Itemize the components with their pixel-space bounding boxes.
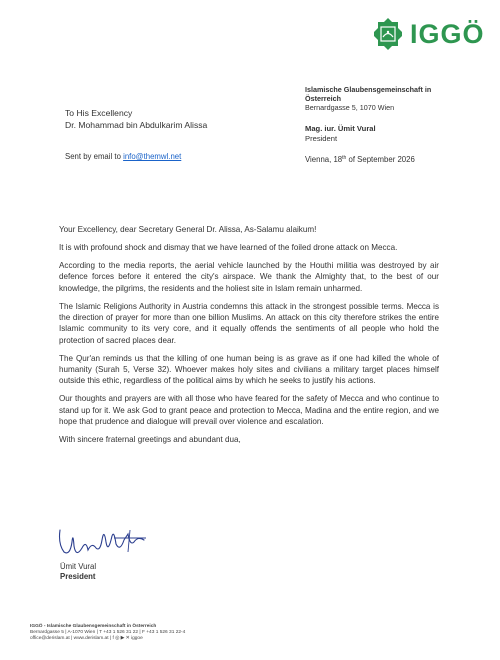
letter-body [59, 224, 439, 452]
logo-text: IGGÖ [410, 19, 485, 49]
closing-signature-block [60, 562, 96, 582]
date-prefix: Vienna, 18 [305, 155, 343, 164]
signer-role: President [305, 134, 338, 143]
sender-signer [305, 124, 376, 144]
handwritten-signature [56, 522, 156, 562]
sender-org-name-line2: Österreich [305, 94, 341, 103]
sender-organization [305, 85, 455, 112]
recipient-line1: To His Excellency [65, 108, 133, 118]
body-paragraph: The Islamic Religions Authority in Austria condemns this attack in the strongest possible terms. Mecca is the direction of prayer for more than one billion Muslims. An attack on this city therefore strikes the entire Islamic community to its very core, and it equally offends the sentiments of all people who hold the protection of sacred places dear. [59, 301, 439, 345]
footer-contact: office@derislam.at | www.derislam.at | f ◎ ▶ ✕ iggoe [30, 636, 143, 642]
sent-by-prefix: Sent by email to [65, 152, 121, 161]
body-paragraph: The Qur'an reminds us that the killing of one human being is as grave as if one had killed the whole of humanity (Surah 5, Verse 32). Whoever makes holy sites and civilians a military target places himself outside this ethic, regardless of the political aims by which he seeks to justify his actions. [59, 353, 439, 386]
date-ordinal: th [342, 155, 347, 161]
date-suffix: of September 2026 [346, 155, 415, 164]
body-paragraph: It is with profound shock and dismay that we have learned of the foiled drone attack on Mecca. [59, 242, 398, 252]
sender-org-name-line1: Islamische Glaubensgemeinschaft in [305, 85, 432, 94]
recipient-email-link[interactable]: info@themwl.net [123, 152, 182, 161]
closing-name: Ümit Vural [60, 562, 97, 571]
recipient-block [65, 107, 207, 131]
footer-address: Bernardgasse 5 | A-1070 Wien | T +43 1 526 31 22 | F +43 1 526 31 22-4 [30, 630, 186, 636]
letter-date [305, 155, 415, 164]
body-paragraph: Our thoughts and prayers are with all those who have feared for the safety of Mecca and who continue to stand up for it. We ask God to grant peace and protection to Mecca, Madina and the entire region, and we hope that prudence and dialogue will prevail over violence and escalation. [59, 394, 439, 427]
body-paragraph: Your Excellency, dear Secretary General Dr. Alissa, As-Salamu alaikum! [59, 225, 317, 234]
recipient-line2: Dr. Mohammad bin Abdulkarim Alissa [65, 120, 208, 130]
body-paragraph: With sincere fraternal greetings and abundant dua, [59, 435, 241, 445]
iggo-logo [372, 18, 484, 54]
signer-name: Mag. iur. Ümit Vural [305, 124, 376, 133]
logo-emblem-icon [372, 18, 404, 50]
letter-footer [30, 624, 450, 643]
footer-org: IGGÖ - Islamische Glaubensgemeinschaft in Österreich [30, 624, 157, 629]
body-paragraph: According to the media reports, the aerial vehicle launched by the Houthi militia was destroyed by air defence forces before it entered the city's airspace. We thank the Almighty that, to the best of our knowledge, the pilgrims, the residents and the holiest site in Islam remain unharmed. [59, 260, 439, 293]
closing-role: President [60, 572, 96, 581]
sent-by-line [65, 152, 181, 161]
sender-address: Bernardgasse 5, 1070 Wien [305, 103, 395, 112]
